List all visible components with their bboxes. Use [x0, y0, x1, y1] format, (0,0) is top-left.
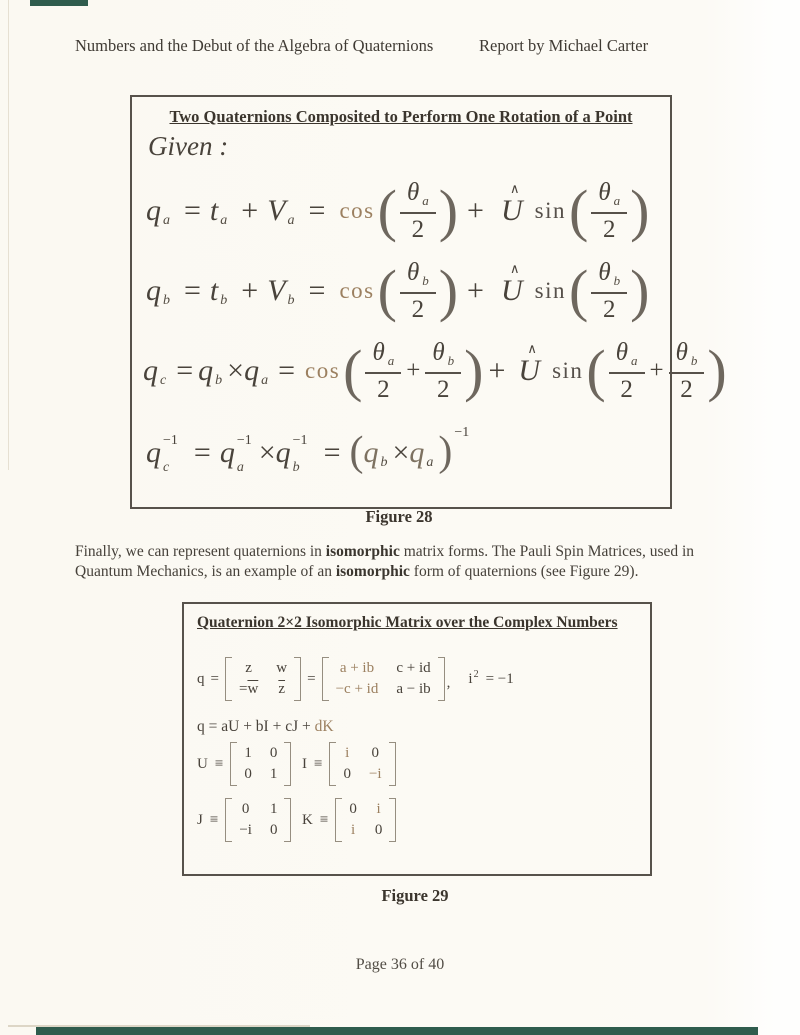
scanner-edge-line — [8, 0, 9, 470]
sin-function: sin — [552, 358, 584, 383]
scanner-artifact-top-strip — [30, 0, 88, 6]
basis-matrices-row-jk — [197, 798, 396, 842]
bracket-right — [389, 798, 396, 842]
bracket-right — [284, 742, 291, 786]
equation-qc-inverse: q −1 c = q −1 a × q −1 b = ( q b × q a ) −1 — [146, 425, 470, 476]
bracket-left — [225, 657, 232, 701]
equation-qc: q c = q b × q a = cos ( $\frac{\theta _a}{2}$ + $\frac{\theta _b}{2}$ ) + ∧ U sin ( $\frac{\theta _a}{2}$ + $\frac{\theta _b}{2}$ ) — [143, 337, 727, 403]
matrix-K: K ≡ 0 i i 0 — [302, 798, 396, 842]
scanner-artifact-bottom-strip — [36, 1027, 758, 1035]
cos-function: cos — [304, 358, 341, 383]
matrix-zw: z w $=\overline{w}$ $\overline{z}$ — [225, 657, 301, 701]
matrix-J: J ≡ 0 1 −i 0 — [197, 798, 302, 842]
matrix-definition-equation: q = z w $=\overline{w}$ $\overline{z}$ = a + ib c + id −c + id a − ib , i 2 = −1 — [197, 648, 520, 710]
equation-qa: q a = t a + V a = cos ( $\frac{\theta _a}{2}$ ) + ∧ U sin ( $\frac{\theta _a}{2}$ ) — [146, 177, 650, 243]
sin-function: sin — [534, 198, 566, 223]
bracket-left — [329, 742, 336, 786]
bracket-left — [322, 657, 329, 701]
u-hat-symbol: ∧ U — [518, 341, 541, 387]
given-label: Given : — [148, 131, 229, 161]
document-header-title: Numbers and the Debut of the Algebra of Quaternions — [75, 36, 434, 55]
bracket-right — [438, 657, 445, 701]
figure-29-title: Quaternion 2×2 Isomorphic Matrix over the Complex Numbers — [197, 614, 618, 631]
figure-28-caption: Figure 28 — [365, 507, 433, 526]
figure-29-frame — [182, 602, 652, 876]
u-hat-symbol: ∧ U — [500, 261, 523, 307]
matrix-I: I ≡ i 0 0 −i — [302, 742, 396, 786]
page-number: Page 36 of 40 — [355, 956, 445, 973]
figure-29-caption: Figure 29 — [381, 886, 449, 905]
fraction-theta-a-over-2: $\frac{\theta _a}{2}$ — [400, 179, 436, 244]
matrix-U: U ≡ 1 0 0 1 — [197, 742, 302, 786]
quaternion-basis-sum: q = aU + bI + cJ + dK — [197, 718, 334, 735]
bracket-right — [294, 657, 301, 701]
bracket-left — [335, 798, 342, 842]
bracket-right — [284, 798, 291, 842]
i-squared-identity: i 2 = −1 — [468, 668, 514, 687]
sin-function: sin — [534, 278, 566, 303]
matrix-complex: a + ib c + id −c + id a − ib — [322, 657, 445, 701]
cos-function: cos — [339, 278, 375, 303]
body-paragraph: Finally, we can represent quaternions in isomorphic matrix forms. The Pauli Spin Matrices, used in Quantum Mechanics, is an example of an isomorphic form of quaternions (see Figure 29). — [75, 543, 695, 580]
document-header-byline: Report by Michael Carter — [479, 36, 649, 55]
equation-qb: q b = t b + V b = cos ( $\frac{\theta _b}{2}$ ) + ∧ U sin ( $\frac{\theta _b}{2}$ ) — [146, 257, 650, 323]
bracket-left — [225, 798, 232, 842]
bracket-left — [230, 742, 237, 786]
u-hat-symbol: ∧ U — [500, 181, 523, 227]
figure-28-title: Two Quaternions Composited to Perform One Rotation of a Point — [169, 107, 633, 126]
bracket-right — [389, 742, 396, 786]
basis-matrices-row-ui — [197, 742, 396, 786]
cos-function: cos — [339, 198, 375, 223]
figure-28-frame — [130, 95, 727, 509]
